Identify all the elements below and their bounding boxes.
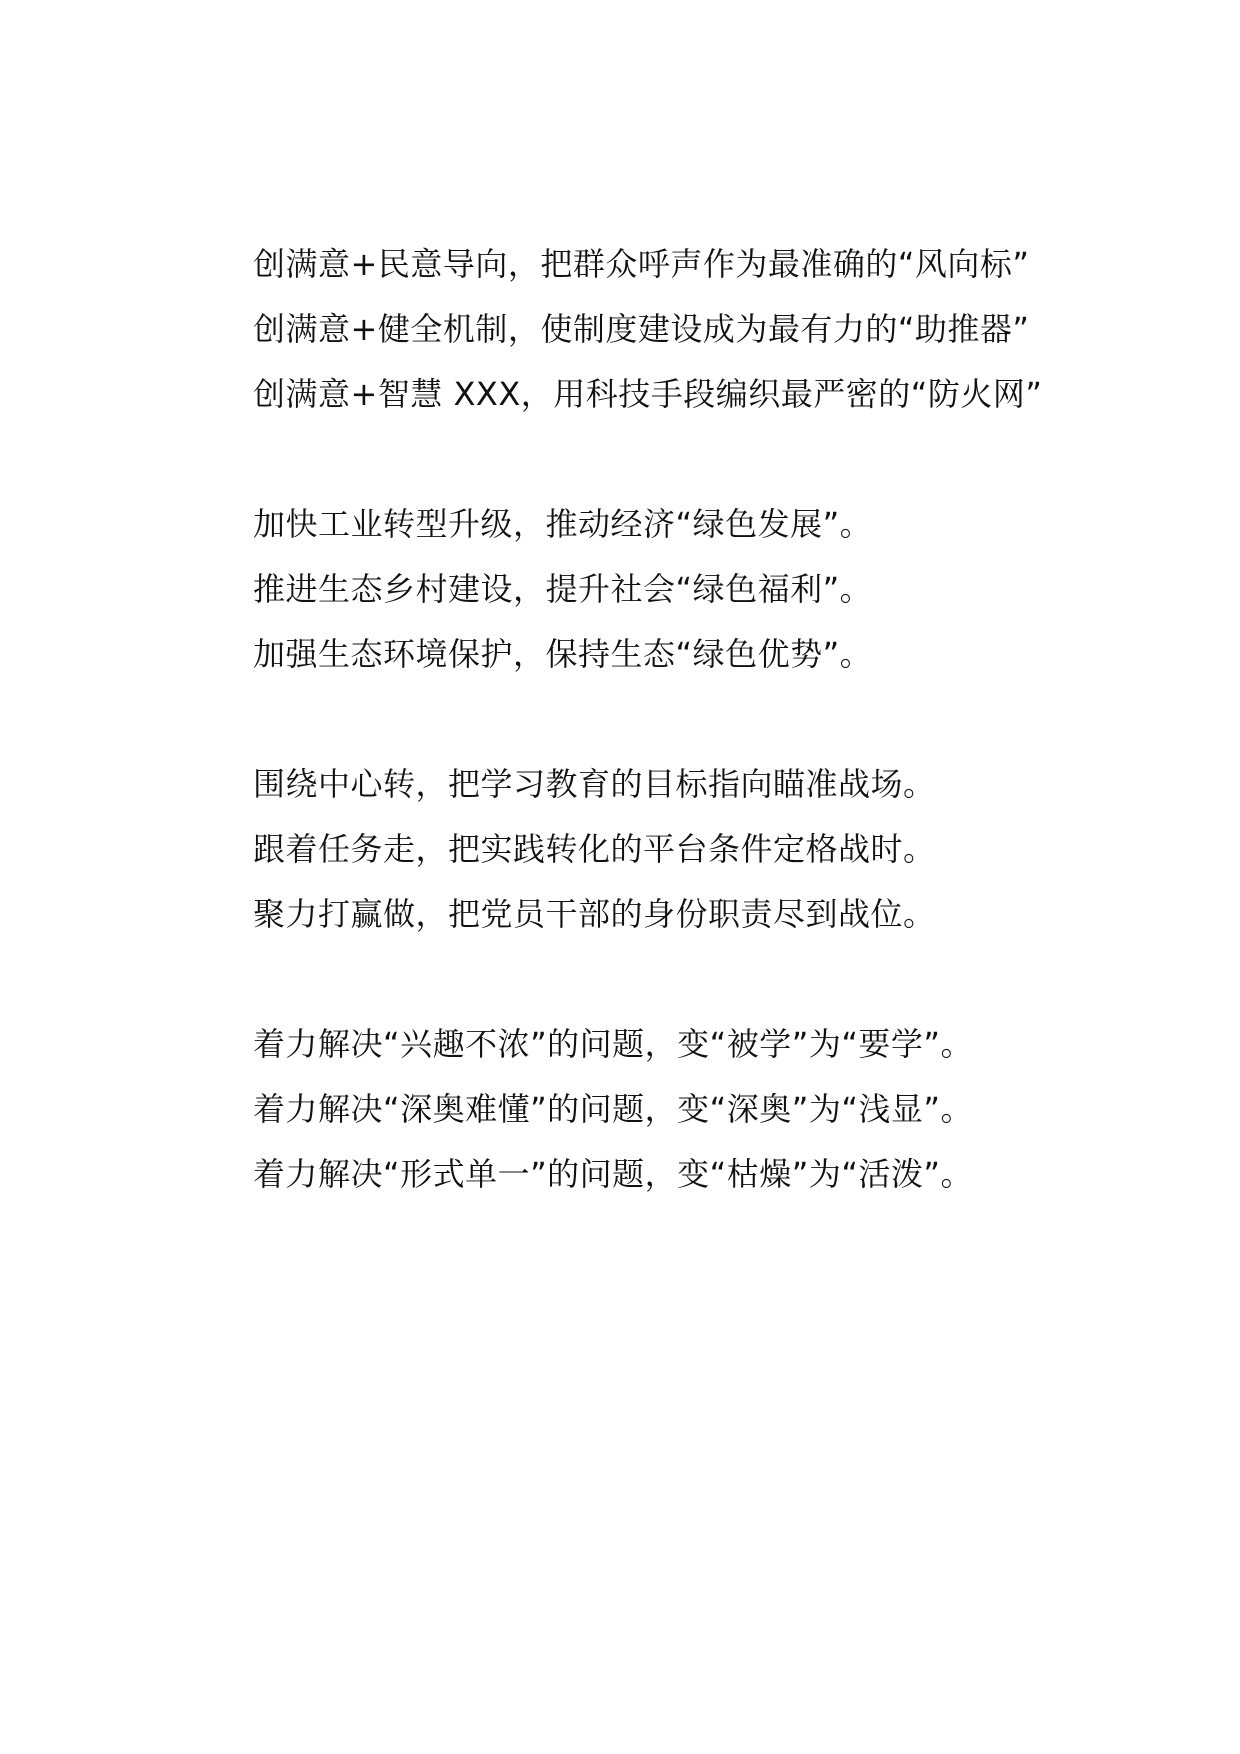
paragraph-group-2 — [187, 492, 1053, 687]
paragraph: 着力解决“兴趣不浓”的问题，变“被学”为“要学”。 — [253, 1025, 973, 1063]
spacer — [187, 947, 1053, 1012]
paragraph: 加快工业转型升级，推动经济“绿色发展”。 — [253, 505, 873, 543]
paragraph: 着力解决“形式单一”的问题，变“枯燥”为“活泼”。 — [253, 1155, 973, 1193]
paragraph: 创满意+民意导向，把群众呼声作为最准确的“风向标” — [253, 245, 1030, 283]
paragraph: 加强生态环境保护，保持生态“绿色优势”。 — [253, 635, 873, 673]
paragraph: 创满意+智慧 XXX，用科技手段编织最严密的“防火网” — [253, 375, 1043, 413]
paragraph-group-1 — [187, 232, 1053, 427]
paragraph: 聚力打赢做，把党员干部的身份职责尽到战位。 — [253, 895, 936, 933]
paragraph: 跟着任务走，把实践转化的平台条件定格战时。 — [253, 830, 936, 868]
paragraph-group-3 — [187, 752, 1053, 947]
paragraph: 创满意+健全机制，使制度建设成为最有力的“助推器” — [253, 310, 1030, 348]
paragraph-group-4 — [187, 1012, 1053, 1207]
spacer — [187, 427, 1053, 492]
paragraph: 围绕中心转，把学习教育的目标指向瞄准战场。 — [253, 765, 936, 803]
paragraph: 推进生态乡村建设，提升社会“绿色福利”。 — [253, 570, 873, 608]
document-body — [187, 232, 1053, 1207]
spacer — [187, 687, 1053, 752]
paragraph: 着力解决“深奥难懂”的问题，变“深奥”为“浅显”。 — [253, 1090, 973, 1128]
